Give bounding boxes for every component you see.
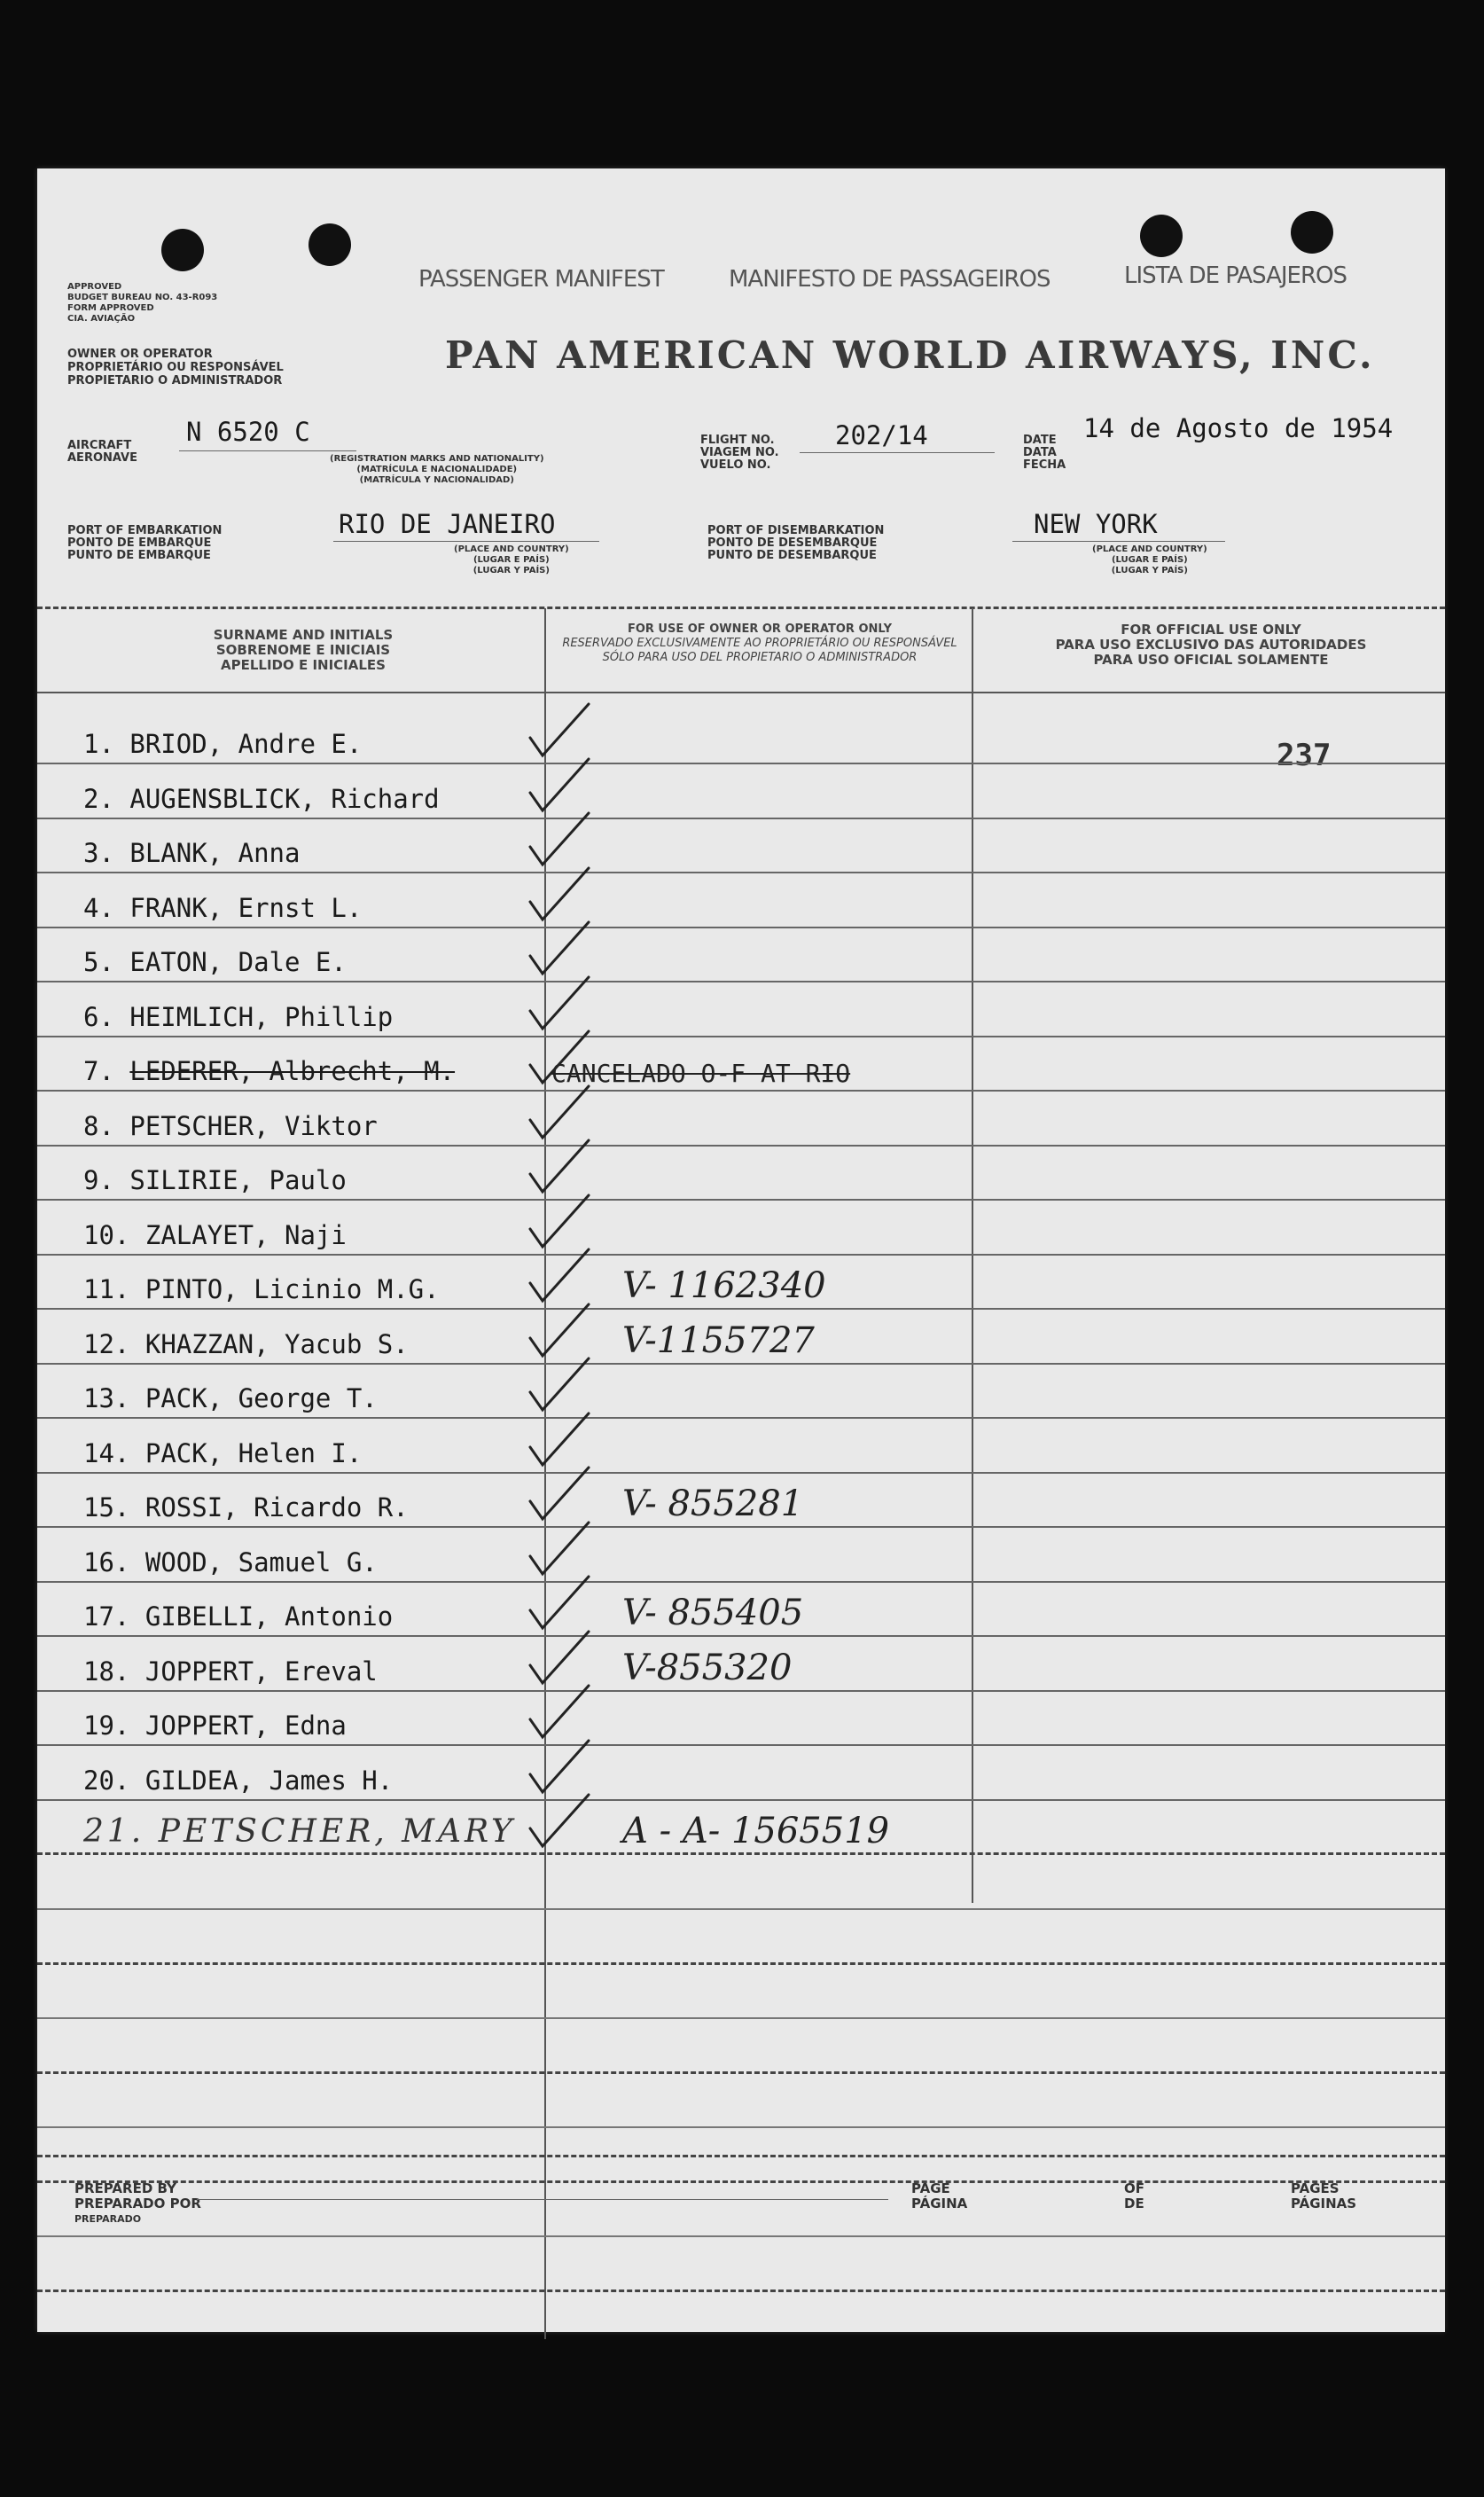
- column-header-owner: FOR USE OF OWNER OR OPERATOR ONLY RESERVADO EXCLUSIVAMENTE AO PROPRIETÁRIO OU RESPONSÁVEL SÓLO PARA USO DEL PROPIETARIO O ADMINISTRADOR: [562, 622, 957, 664]
- row-rule: [37, 1799, 1445, 1801]
- passenger-name-text: EATON, Dale E.: [129, 947, 347, 977]
- passenger-name-text: FRANK, Ernst L.: [129, 892, 363, 923]
- passenger-name-text: BRIOD, Andre E.: [129, 729, 363, 759]
- row-rule: [37, 1090, 1445, 1092]
- passenger-row: [37, 984, 1445, 1037]
- row-rule: [37, 872, 1445, 873]
- passenger-name: [83, 1002, 393, 1032]
- row-rule: [37, 1036, 1445, 1037]
- passenger-number: 8.: [83, 1110, 114, 1141]
- row-rule: [37, 1417, 1445, 1419]
- row-rule: [37, 1145, 1445, 1147]
- owner-note: A - A- 1565519: [622, 1811, 890, 1851]
- passenger-row: [37, 1147, 1445, 1201]
- check-mark-icon: [527, 1135, 598, 1195]
- footer-rule: [37, 2155, 1445, 2157]
- check-mark-icon: [527, 1081, 598, 1141]
- blank-row-rule: [37, 2235, 1445, 2237]
- check-mark-icon: [527, 917, 598, 977]
- passenger-name-text: JOPPERT, Edna: [144, 1710, 347, 1741]
- passenger-name: [83, 1765, 393, 1796]
- passenger-number: 10.: [83, 1219, 130, 1250]
- check-mark-icon: [527, 1190, 598, 1250]
- row-rule: [37, 763, 1445, 764]
- passenger-row: [37, 711, 1445, 764]
- check-mark-icon: [527, 1789, 598, 1850]
- check-mark-icon: [527, 863, 598, 923]
- passenger-name: [83, 947, 347, 977]
- page-label: PAGE PÁGINA: [911, 2180, 968, 2211]
- passenger-row: [37, 1748, 1445, 1801]
- passenger-name: [83, 1813, 516, 1850]
- check-mark-icon: [527, 1244, 598, 1304]
- passenger-number: 1.: [83, 729, 114, 759]
- pages-label: PAGES PÁGINAS: [1291, 2180, 1357, 2211]
- passenger-number: 11.: [83, 1274, 130, 1304]
- disembark-value: NEW YORK: [1034, 509, 1158, 539]
- passenger-number: 5.: [83, 947, 114, 977]
- owner-label: OWNER OR OPERATOR PROPRIETÁRIO OU RESPONSÁVEL PROPIETARIO O ADMINISTRADOR: [67, 348, 284, 387]
- passenger-row: [37, 1311, 1445, 1365]
- embark-underline: [333, 541, 599, 542]
- passenger-name-text: PETSCHER, Viktor: [129, 1110, 378, 1141]
- blank-row-rule: [37, 2180, 1445, 2183]
- blank-row-rule: [37, 2126, 1445, 2128]
- passenger-row: [37, 929, 1445, 982]
- passenger-name-text: KHAZZAN, Yacub S.: [144, 1328, 409, 1359]
- check-mark-icon: [527, 1353, 598, 1413]
- passenger-number: 20.: [83, 1765, 130, 1796]
- row-rule: [37, 1526, 1445, 1528]
- passenger-name-text: AUGENSBLICK, Richard: [129, 783, 440, 814]
- passenger-name-text: LEDERER, Albrecht, M.: [129, 1056, 456, 1086]
- passenger-row: [37, 1639, 1445, 1692]
- passenger-row: [37, 1421, 1445, 1474]
- blank-row-rule: [37, 1962, 1445, 1965]
- punch-hole: [309, 223, 351, 266]
- check-mark-icon: [527, 1462, 598, 1522]
- title-spanish: LISTA DE PASAJEROS: [1124, 262, 1347, 289]
- row-rule: [37, 927, 1445, 928]
- passenger-name-text: GILDEA, James H.: [144, 1765, 394, 1796]
- passenger-number: 17.: [83, 1601, 130, 1632]
- passenger-name: [83, 1492, 409, 1522]
- passenger-number: 12.: [83, 1328, 130, 1359]
- punch-hole: [1140, 215, 1183, 257]
- check-mark-icon: [527, 1571, 598, 1632]
- passenger-name-text: HEIMLICH, Phillip: [129, 1001, 394, 1032]
- flight-value: 202/14: [835, 420, 928, 450]
- passenger-name: [83, 1329, 409, 1359]
- blank-row-rule: [37, 2290, 1445, 2292]
- passenger-row: [37, 1366, 1445, 1419]
- row-rule: [37, 1363, 1445, 1365]
- passenger-name-text: JOPPERT, Ereval: [144, 1656, 378, 1687]
- passenger-name-text: WOOD, Samuel G.: [144, 1546, 378, 1577]
- row-rule: [37, 1308, 1445, 1310]
- passenger-name: [83, 1274, 440, 1304]
- owner-note: V-855320: [622, 1647, 793, 1688]
- check-mark-icon: [527, 1299, 598, 1359]
- passenger-number: 18.: [83, 1656, 130, 1687]
- passenger-row: [37, 1584, 1445, 1637]
- passenger-row: [37, 766, 1445, 819]
- stamp-number: 237: [1277, 738, 1332, 773]
- check-mark-icon: [527, 1735, 598, 1796]
- passenger-name: [83, 1438, 362, 1468]
- passenger-row: [37, 1038, 1445, 1092]
- aircraft-underline: [179, 450, 356, 451]
- passenger-name: [83, 1547, 378, 1577]
- row-rule: [37, 1744, 1445, 1746]
- check-mark-icon: [527, 1626, 598, 1687]
- aircraft-label: AIRCRAFT AERONAVE: [67, 439, 138, 465]
- row-rule: [37, 1690, 1445, 1692]
- of-label: OF DE: [1124, 2180, 1144, 2211]
- punch-hole: [1291, 211, 1333, 254]
- passenger-name-text: PINTO, Licinio M.G.: [144, 1274, 440, 1304]
- passenger-name-text: SILIRIE, Paulo: [129, 1165, 347, 1195]
- passenger-name: [83, 784, 440, 814]
- embark-label: PORT OF EMBARKATION PONTO DE EMBARQUE PUNTO DE EMBARQUE: [67, 524, 223, 562]
- passenger-name: [83, 1056, 455, 1086]
- passenger-name-text: GIBELLI, Antonio: [144, 1601, 394, 1632]
- prepared-by-label: PREPARED BY PREPARADO POR PREPARADO: [74, 2180, 201, 2225]
- passenger-name: [83, 838, 300, 868]
- row-rule: [37, 1635, 1445, 1637]
- title-portuguese: MANIFESTO DE PASSAGEIROS: [729, 266, 1051, 293]
- flight-label: FLIGHT NO. VIAGEM NO. VUELO NO.: [700, 434, 779, 472]
- passenger-name-text: ZALAYET, Naji: [144, 1219, 347, 1250]
- passenger-row: [37, 1475, 1445, 1528]
- disembark-sublabel: (PLACE AND COUNTRY) (LUGAR E PAÍS) (LUGAR Y PAÍS): [1092, 544, 1207, 575]
- title-english: PASSENGER MANIFEST: [418, 266, 664, 293]
- row-rule: [37, 1581, 1445, 1583]
- header-bottom-rule: [37, 692, 1445, 693]
- passenger-name: [83, 893, 362, 923]
- passenger-name-text: BLANK, Anna: [129, 838, 301, 868]
- passenger-name: [83, 1111, 378, 1141]
- column-header-official: FOR OFFICIAL USE ONLY PARA USO EXCLUSIVO DAS AUTORIDADES PARA USO OFICIAL SOLAMENTE: [1055, 622, 1367, 668]
- disembark-underline: [1012, 541, 1225, 542]
- check-mark-icon: [527, 1680, 598, 1741]
- passenger-number: 14.: [83, 1437, 130, 1468]
- check-mark-icon: [527, 1408, 598, 1468]
- passenger-row: [37, 875, 1445, 928]
- company-name: PAN AMERICAN WORLD AIRWAYS, INC.: [445, 333, 1375, 377]
- aircraft-value: N 6520 C: [186, 417, 310, 447]
- row-rule: [37, 1472, 1445, 1474]
- owner-note: V- 855281: [622, 1483, 804, 1524]
- passenger-row: [37, 1093, 1445, 1147]
- owner-note: V- 1162340: [622, 1265, 826, 1306]
- passenger-row: [37, 1202, 1445, 1256]
- passenger-name: [83, 1383, 378, 1413]
- passenger-row: [37, 1802, 1445, 1855]
- passenger-row: [37, 1530, 1445, 1583]
- passenger-name: [83, 1601, 393, 1632]
- passenger-number: 7.: [83, 1056, 114, 1086]
- passenger-number: 9.: [83, 1165, 114, 1195]
- owner-note: V- 855405: [622, 1593, 804, 1633]
- row-rule: [37, 1852, 1445, 1855]
- prepared-by-line: [197, 2199, 888, 2200]
- passenger-number: 2.: [83, 783, 114, 814]
- passenger-number: 21.: [83, 1813, 145, 1850]
- disembark-label: PORT OF DISEMBARKATION PONTO DE DESEMBARQUE PUNTO DE DESEMBARQUE: [707, 524, 885, 562]
- punch-hole: [161, 229, 204, 271]
- owner-note: V-1155727: [622, 1319, 815, 1361]
- passenger-number: 19.: [83, 1710, 130, 1741]
- manifest-sheet: [37, 168, 1445, 2332]
- passenger-name-text: PETSCHER, MARY: [158, 1813, 516, 1850]
- passenger-number: 3.: [83, 838, 114, 868]
- check-mark-icon: [527, 754, 598, 814]
- check-mark-icon: [527, 1517, 598, 1577]
- owner-note: CANCELADO O-F AT RIO: [551, 1059, 851, 1088]
- passenger-name: [83, 1165, 347, 1195]
- passenger-row: [37, 1256, 1445, 1310]
- row-rule: [37, 981, 1445, 982]
- row-rule: [37, 1254, 1445, 1256]
- check-mark-icon: [527, 808, 598, 868]
- row-rule: [37, 818, 1445, 819]
- passenger-number: 4.: [83, 892, 114, 923]
- aircraft-sublabel: (REGISTRATION MARKS AND NATIONALITY) (MATRÍCULA E NACIONALIDADE) (MATRÍCULA Y NACIONALIDAD): [330, 454, 544, 485]
- passenger-name: [83, 1220, 347, 1250]
- passenger-name-text: PACK, Helen I.: [144, 1437, 363, 1468]
- date-value: 14 de Agosto de 1954: [1083, 413, 1394, 443]
- check-mark-icon: [527, 972, 598, 1032]
- embark-sublabel: (PLACE AND COUNTRY) (LUGAR E PAÍS) (LUGAR Y PAÍS): [454, 544, 569, 575]
- passenger-row: [37, 1693, 1445, 1746]
- passenger-name-text: ROSSI, Ricardo R.: [144, 1492, 409, 1522]
- date-label: DATE DATA FECHA: [1023, 434, 1066, 472]
- passenger-number: 16.: [83, 1546, 130, 1577]
- passenger-name-text: PACK, George T.: [144, 1383, 378, 1413]
- passenger-row: [37, 820, 1445, 873]
- column-header-name: SURNAME AND INITIALS SOBRENOME E INICIAIS APELLIDO E INICIALES: [213, 627, 394, 673]
- passenger-number: 15.: [83, 1492, 130, 1522]
- table-top-rule: [37, 607, 1445, 609]
- embark-value: RIO DE JANEIRO: [339, 509, 556, 539]
- passenger-number: 13.: [83, 1383, 130, 1413]
- check-mark-icon: [527, 699, 598, 759]
- flight-underline: [800, 452, 995, 453]
- blank-row-rule: [37, 1908, 1445, 1910]
- blank-row-rule: [37, 2071, 1445, 2074]
- approval-note: APPROVED BUDGET BUREAU NO. 43-R093 FORM APPROVED CIA. AVIAÇÃO: [67, 282, 218, 324]
- blank-row-rule: [37, 2017, 1445, 2019]
- passenger-number: 6.: [83, 1001, 114, 1032]
- passenger-name: [83, 1656, 378, 1687]
- passenger-name: [83, 1710, 347, 1741]
- row-rule: [37, 1199, 1445, 1201]
- passenger-name: [83, 729, 362, 759]
